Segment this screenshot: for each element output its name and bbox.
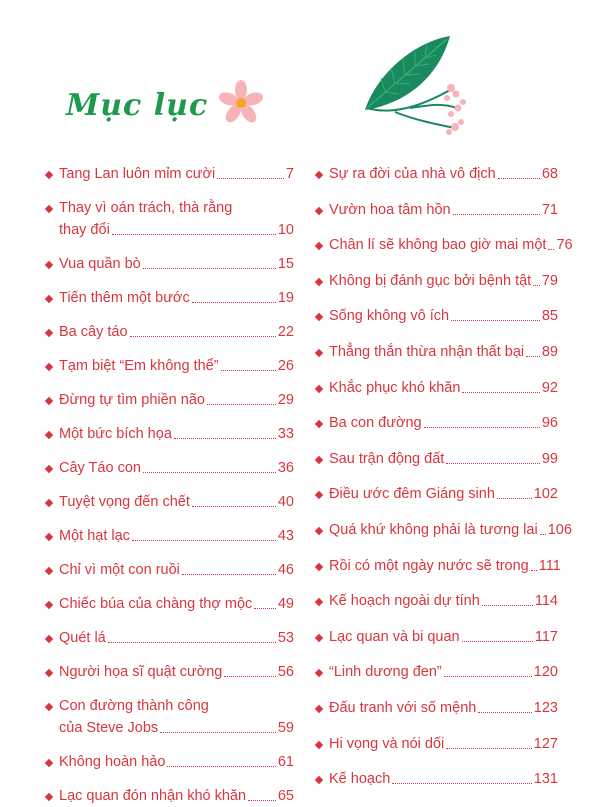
page-title: Mục lục (66, 88, 209, 123)
toc-entry[interactable] (44, 492, 294, 512)
toc-entry-title: Chân lí sẽ không bao giờ mai một (329, 237, 547, 254)
toc-entry-page: 89 (541, 343, 558, 360)
toc-entry-title: Kế hoạch (329, 771, 391, 788)
toc-entry-page: 56 (277, 664, 294, 680)
dot-leader (207, 404, 276, 405)
toc-entry[interactable] (44, 390, 294, 410)
leaf-branch-icon (355, 28, 475, 140)
toc-entry-page: 59 (277, 720, 294, 736)
dot-leader (540, 534, 546, 535)
toc-entry-page: 92 (541, 379, 558, 396)
dot-leader (462, 392, 539, 393)
dot-leader (451, 320, 540, 321)
toc-entry-title: Ba cây táo (59, 324, 128, 340)
toc-entry-page: 123 (533, 699, 558, 716)
toc-entry-page: 19 (277, 290, 294, 306)
toc-entry-title: Rồi có một ngày nước sẽ trong (329, 557, 529, 574)
toc-entry[interactable] (314, 449, 558, 469)
toc-entry[interactable] (314, 378, 558, 398)
flower-icon (218, 80, 264, 126)
toc-entry-title: Ba con đường (329, 415, 422, 432)
toc-entry[interactable] (44, 786, 294, 806)
toc-entry-title: Tạm biệt “Em không thể” (59, 358, 219, 374)
toc-entry[interactable] (44, 424, 294, 444)
toc-entry-page: 49 (277, 596, 294, 612)
dot-leader (160, 732, 276, 733)
toc-entry[interactable] (44, 288, 294, 308)
dot-leader (182, 574, 276, 575)
toc-entry[interactable] (314, 591, 558, 611)
toc-entry-title: Con đường thành công (59, 698, 209, 714)
toc-entry-title: Chỉ vì một con ruồi (59, 562, 180, 578)
dot-leader (462, 641, 533, 642)
toc-entry-page: 53 (277, 630, 294, 646)
dot-leader (446, 748, 532, 749)
dot-leader (254, 608, 276, 609)
toc-entry-page: 114 (534, 593, 558, 610)
toc-entry[interactable] (314, 164, 558, 184)
toc-entry[interactable] (314, 698, 558, 718)
toc-entry-page: 33 (277, 426, 294, 442)
toc-entry-title: Không hoàn hảo (59, 754, 166, 770)
toc-entry-title: “Linh dương đen” (329, 664, 442, 681)
dot-leader (130, 336, 276, 337)
toc-entry[interactable] (44, 356, 294, 376)
toc-entry-title: Quá khứ không phải là tương lai (329, 521, 538, 538)
dot-leader (221, 370, 276, 371)
toc-entry-title: Khắc phục khó khăn (329, 379, 461, 396)
toc-entry-title: Sự ra đời của nhà vô địch (329, 166, 496, 182)
toc-entry-title: Vườn hoa tâm hồn (329, 201, 451, 218)
toc-entry-page: 96 (541, 415, 558, 432)
toc-column-left (44, 164, 294, 806)
toc-entry[interactable] (314, 235, 573, 255)
dot-leader (248, 800, 276, 801)
dot-leader (224, 676, 275, 677)
toc-entry-title: Tang Lan luôn mỉm cười (59, 166, 216, 182)
toc-entry[interactable] (44, 164, 294, 184)
dot-leader (192, 302, 276, 303)
toc-entry[interactable] (314, 200, 558, 220)
dot-leader (482, 605, 533, 606)
dot-leader (526, 356, 540, 357)
dot-leader (143, 472, 276, 473)
dot-leader (143, 268, 276, 269)
dot-leader (424, 427, 540, 428)
toc-entry-title: Quét lá (59, 630, 106, 646)
toc-entry[interactable] (44, 662, 294, 682)
toc-entry-page: 127 (533, 735, 558, 752)
toc-entry-page: 71 (541, 201, 558, 218)
dot-leader (217, 178, 284, 179)
toc-entry-page: 43 (277, 528, 294, 544)
toc-entry[interactable] (44, 752, 294, 772)
dot-leader (498, 178, 540, 179)
toc-entry[interactable] (314, 627, 558, 647)
toc-entry[interactable] (44, 254, 294, 274)
toc-entry[interactable] (44, 198, 294, 240)
toc-entry[interactable] (44, 526, 294, 546)
dot-leader (174, 438, 276, 439)
toc-entry-title: Chiếc búa của chàng thợ mộc (59, 596, 253, 612)
dot-leader (478, 712, 531, 713)
dot-leader (392, 783, 532, 784)
toc-entry-page: 111 (538, 557, 561, 574)
toc-entry-page: 40 (277, 494, 294, 510)
toc-entry-title: Sống không vô ích (329, 308, 450, 325)
toc-entry-title-continued: của Steve Jobs (59, 720, 159, 736)
toc-entry[interactable] (314, 556, 561, 576)
toc-entry-page: 15 (277, 256, 294, 272)
toc-entry-page: 68 (541, 166, 558, 182)
dot-leader (533, 285, 540, 286)
dot-leader (112, 234, 276, 235)
toc-entry-page: 36 (277, 460, 294, 476)
toc-entry[interactable] (314, 306, 558, 326)
toc-entry[interactable] (44, 458, 294, 478)
toc-entry-title: Người họa sĩ quật cường (59, 664, 223, 680)
toc-entry-title: Lạc quan đón nhận khó khăn (59, 788, 247, 804)
toc-entry-page: 85 (541, 308, 558, 325)
toc-entry-page: 7 (285, 166, 294, 182)
toc-entry[interactable] (314, 413, 558, 433)
dot-leader (132, 540, 276, 541)
toc-entry-page: 120 (533, 664, 558, 681)
toc-entry-title: Điều ước đêm Giáng sinh (329, 486, 495, 503)
toc-entry-title: Tuyệt vọng đến chết (59, 494, 190, 510)
toc-entry-page: 46 (277, 562, 294, 578)
toc-entry[interactable] (44, 322, 294, 342)
toc-entry-page: 29 (277, 392, 294, 408)
dot-leader (167, 766, 275, 767)
toc-entry-title: Một hạt lạc (59, 528, 130, 544)
toc-entry-title: Thẳng thắn thừa nhận thất bại (329, 343, 525, 360)
dot-leader (531, 570, 537, 571)
dot-leader (446, 463, 540, 464)
toc-entry-page: 61 (277, 754, 294, 770)
toc-entry-page: 65 (277, 788, 294, 804)
toc-entry[interactable] (44, 696, 294, 738)
dot-leader (444, 676, 532, 677)
toc-entry-page: 76 (556, 237, 573, 254)
dot-leader (108, 642, 276, 643)
toc-entry-title: Vua quần bò (59, 256, 141, 272)
toc-entry-page: 79 (541, 272, 558, 289)
toc-entry[interactable] (44, 594, 294, 614)
toc-entry-page: 10 (277, 222, 294, 238)
toc-entry-title: Hi vọng và nói dối (329, 735, 445, 752)
toc-entry-title-continued: thay đổi (59, 222, 110, 238)
dot-leader (548, 249, 554, 250)
dot-leader (192, 506, 276, 507)
toc-entry-title: Đấu tranh với số mệnh (329, 699, 477, 716)
toc-entry[interactable] (44, 628, 294, 648)
toc-entry-title: Sau trận động đất (329, 450, 445, 467)
toc-entry-page: 99 (541, 450, 558, 467)
toc-entry-title: Không bị đánh gục bởi bệnh tật (329, 272, 532, 289)
toc-entry[interactable] (314, 520, 572, 540)
toc-entry[interactable] (314, 734, 558, 754)
toc-entry-title: Đừng tự tìm phiền não (59, 392, 205, 408)
toc-entry-title: Thay vì oán trách, thà rằng (59, 200, 233, 216)
dot-leader (497, 498, 532, 499)
toc-entry-page: 106 (547, 521, 572, 538)
toc-entry-page: 117 (534, 628, 558, 645)
toc-entry[interactable] (314, 342, 558, 362)
toc-entry-page: 131 (533, 771, 558, 788)
toc-entry[interactable] (44, 560, 294, 580)
toc-entry-title: Kế hoạch ngoài dự tính (329, 593, 480, 610)
toc-entry-title: Cây Táo con (59, 460, 141, 476)
toc-entry-title: Lạc quan và bi quan (329, 628, 460, 645)
toc-entry-page: 102 (533, 486, 558, 503)
dot-leader (453, 214, 540, 215)
toc-entry[interactable] (314, 484, 558, 504)
toc-entry-page: 26 (277, 358, 294, 374)
toc-entry[interactable] (314, 271, 558, 291)
toc-entry-title: Một bức bích họa (59, 426, 172, 442)
toc-entry-page: 22 (277, 324, 294, 340)
toc-column-right (314, 164, 573, 789)
toc-entry[interactable] (314, 662, 558, 682)
toc-entry-title: Tiến thêm một bước (59, 290, 190, 306)
toc-entry[interactable] (314, 769, 558, 789)
